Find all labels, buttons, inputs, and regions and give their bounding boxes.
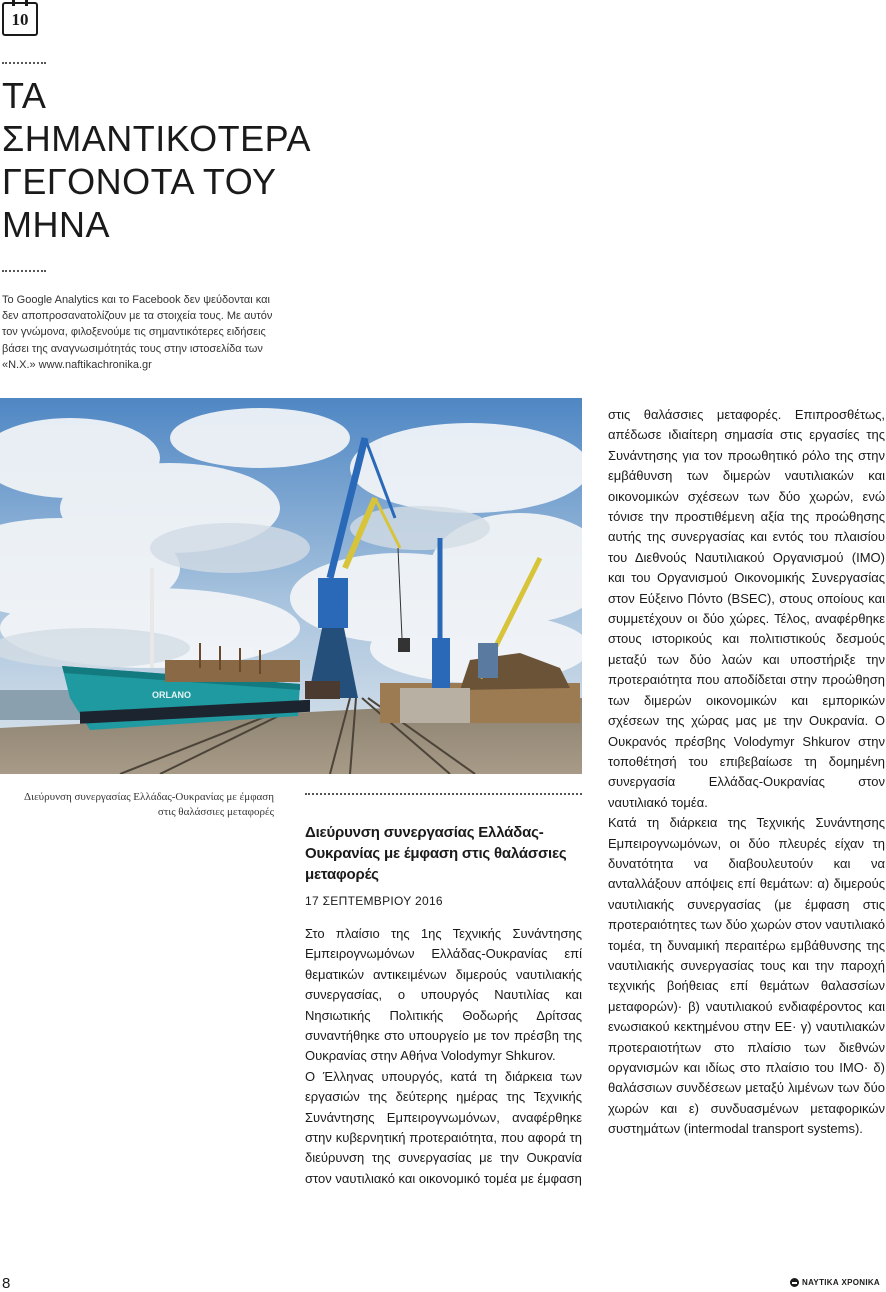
article-divider (305, 793, 582, 795)
article-paragraph: στις θαλάσσιες μεταφορές. Επιπροσθέτως, απέδωσε ιδιαίτερη σημασία στις εργασίες της Συνάντησης για τον προωθητικό ρόλο της στην εμβάθυνση των διμερών ναυτιλιακών και οικονομικών σχέσεων των δύο χωρών, ενώ τόνισε την προστιθέμενη αξία της προώθησης αυτής της συνεργασίας και εντός του πλαισίου του Διεθνούς Ναυτιλιακού Οργανισμού (IMO) και του Οργανισμού Οικονομικής Συνεργασίας στον Εύξεινο Πόντο (BSEC), στους οποίους και συμμετέχουν οι δύο χώρες. Τέλος, αναφέρθηκε στους ιστορικούς και πολιτιστικούς δεσμούς μεταξύ των δύο λαών και υποστήριξε την προτεραιότητα που αποδίδεται στην προώθηση των διμερών οικονομικών και εμπορικών σχέσεων της χώρας μας με την Ουκρανία. Ο Ουκρανός πρέσβης Volodymyr Shkurov στην τοποθέτησή του επιβεβαίωσε τη δομημένη συνεργασία Ελλάδας-Ουκρανίας στον ναυτιλιακό τομέα. (608, 407, 885, 810)
brand-logo-icon (790, 1278, 799, 1287)
brand-name: ΝΑΥΤΙΚΑ ΧΡΟΝΙΚΑ (802, 1278, 880, 1287)
article-title: Διεύρυνση συνεργασίας Ελλάδας-Ουκρανίας με έμφαση στις θαλάσσιες μεταφορές (305, 824, 567, 883)
publication-brand (790, 1278, 880, 1287)
article-paragraph: Κατά τη διάρκεια της Τεχνικής Συνάντησης Εμπειρογνωμόνων, οι δύο πλευρές είχαν τη δυνατότητα να διαβουλευτούν και να ανταλλάξουν απόψεις επί θεμάτων: α) διμερούς ναυτιλιακής συνεργασίας (με έμφαση στις προτεραιότητες των δύο χωρών στον ναυτιλιακό τομέα, τη δυναμική περαιτέρω εμβάθυνσης της ναυτιλιακής συνεργασίας τους και την παροχή τεχνικής βοήθειας επί θεμάτων θαλασσίων μεταφορών)· β) ναυτιλιακού ενδιαφέροντος και ενωσιακού κεκτημένου στην ΕΕ· γ) ναυτιλιακών προτεραιοτήτων στο πλαίσιο των διεθνών οργανισμών και ιδίως στο πλαίσιο του IMO· δ) θαλάσσιων συνδέσεων μεταξύ λιμένων των δύο χωρών και ε) συνδυασμένων μεταφορικών συστημάτων (intermodal transport systems). (608, 815, 885, 1137)
page-title: ΤΑ ΣΗΜΑΝΤΙΚΟΤΕΡΑ ΓΕΓΟΝΟΤΑ ΤΟΥ ΜΗΝΑ (2, 75, 312, 245)
article-paragraph: Ο Έλληνας υπουργός, κατά τη διάρκεια των εργασιών της δεύτερης ημέρας της Τεχνικής Συνάντησης Εμπειρογνωμόνων, αναφέρθηκε στην κυβερνητική προτεραιότητα, που αφορά τη διεύρυνση της συνεργασίας με την Ουκρανία στον ναυτιλιακό και οικονομικό τομέα με έμφαση (305, 1068, 582, 1186)
article-column-2 (608, 405, 885, 1140)
article-photo (0, 398, 582, 774)
intro-text: Το Google Analytics και το Facebook δεν ψεύδονται και δεν αποπροσανατολίζουν με τα στοιχεία τους. Με αυτόν τον γνώμονα, φιλοξενούμε τις σημαντικότερες ειδήσεις βάσει της αναγνωσιμότητάς τους στην ιστοσελίδα των «Ν.Χ.» www.naftikachronika.gr (2, 294, 273, 371)
page-number: 8 (2, 1275, 11, 1292)
article-column-1 (305, 924, 582, 1189)
photo-caption: Διεύρυνση συνεργασίας Ελλάδας-Ουκρανίας με έμφαση στις θαλάσσιες μεταφορές (24, 791, 274, 818)
article-date: 17 ΣΕΠΤΕΜΒΡΙΟΥ 2016 (305, 894, 443, 908)
calendar-icon (2, 2, 38, 36)
article-paragraph: Στο πλαίσιο της 1ης Τεχνικής Συνάντησης Εμπειρογνωμόνων Ελλάδας-Ουκρανίας επί θεματικών αντικειμένων διμερούς ναυτιλιακής συνεργασίας, ο υπουργός Ναυτιλίας και Νησιωτικής Πολιτικής Θοδωρής Δρίτσας συναντήθηκε στο υπουργείο με τον πρέσβη της Ουκρανίας στην Αθήνα Volodymyr Shkurov. (305, 926, 582, 1064)
calendar-number: 10 (11, 10, 29, 29)
title-top-divider (2, 62, 46, 64)
title-bottom-divider (2, 270, 46, 272)
ship-name-label: ORLANO (152, 690, 191, 700)
port-scene-illustration (0, 398, 582, 774)
